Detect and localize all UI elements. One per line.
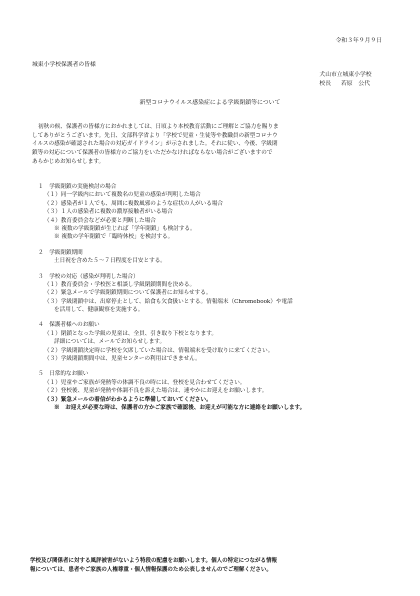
list-item: （１）教育委員会・学校医と相談し学級閉鎖期間を決める。: [44, 281, 196, 288]
list-item: （４）教育委員会などが必要と判断した場合: [44, 217, 156, 224]
list-item: （２）感染者が１人でも、周囲に複数風邪のような症状の人がいる場合: [44, 200, 224, 207]
list-item-emphasis: （３）緊急メールの着信がわかるように準備しておいてください。: [44, 396, 212, 403]
document-title: 新型コロナウイルス感染症による学級閉鎖等について: [139, 100, 281, 106]
list-item: 土日祝を含めた５～７日程度を目安とする。: [54, 258, 166, 265]
section-parent-requests: [32, 321, 392, 363]
notice-line: 報については、患者やご家族の人権尊重・個人情報保護のため公表しませんのでご理解ください。: [30, 566, 272, 573]
sender-school: 犬山市立城東小学校: [319, 72, 372, 78]
section-class-closure-criteria: [32, 183, 392, 242]
section-daily-requests: [32, 370, 392, 412]
list-item: （２）登校後、児童が発熱や体調不良を訴えた場合は、速やかにお迎えをお願いします。: [44, 388, 268, 395]
notice-line: 学校及び関係者に対する風評被害がないよう特段の配慮をお願いします。個人の特定につながる情報: [30, 558, 277, 564]
list-item: （３）学級閉鎖期間中は、児童センターの利用はできません。: [44, 356, 201, 363]
list-item: （１）閉鎖となった学級の児童は、全員、引き取り下校となります。: [44, 330, 217, 337]
section-heading: ２ 学級閉鎖期間: [38, 249, 83, 256]
list-item: （２）緊急メールで学級閉鎖期間について保護者にお知らせする。: [44, 290, 212, 297]
list-item-continuation: 詳細については、メールでお知らせします。: [54, 339, 166, 346]
intro-line: 初秋の候、保護者の皆様方におかれましては、日頃より本校教育活動にご理解とご協力を賜りま してありがとうございます。先日、文部科学省より「学校で児童・生徒等や教職員の新型コロナウ イルスの感染が確認された場合の対応ガイドライン」が示されました。それに従い、今後、学級閉 鎖等の対応について保護者の皆様方のご協力をいただかなければならない場合がございますので あらかじめお知らせします。: [32, 124, 279, 165]
section-heading: ３ 学校の対応（感染が判明した場合）: [38, 273, 139, 280]
recipient-line: 城東小学校保護者の皆様: [32, 62, 96, 68]
list-item: （１）児童やご家族が発熱等の体調不良の時には、登校を見合わせてください。: [44, 379, 246, 386]
section-heading: １ 学級閉鎖の実施検討の場合: [38, 184, 117, 190]
privacy-notice: [30, 557, 390, 574]
sender-block: [319, 71, 380, 89]
sender-title: 校長: [319, 80, 331, 87]
list-item: （１）同一学級内において複数名の児童の感染が判明した場合: [44, 192, 201, 199]
sender-name: 若原 公代: [341, 80, 370, 87]
list-item: （２）学級閉鎖決定時に学校を欠席していた場合は、情報端末を受け取りに来てください。: [44, 347, 274, 354]
section-school-response: [32, 273, 392, 315]
sender-name-line: [319, 80, 380, 89]
intro-paragraph: [32, 123, 388, 166]
document-body: [32, 183, 392, 419]
note-item-emphasis: ※ お迎えが必要な時は、保護者の方かご家族で確認後、お迎えが可能な方に連絡をお願いします。: [54, 404, 306, 411]
document-date: 令和３年９月９日: [335, 38, 382, 44]
note-item: ※ 複数の学年閉鎖で「臨時休校」を検討する。: [54, 234, 174, 241]
section-closure-period: [32, 249, 392, 266]
list-item: （３）１人の感染者に複数の濃厚接触者がいる場合: [44, 209, 173, 216]
section-heading: ５ 日常的なお願い: [38, 371, 89, 378]
note-item: ※ 複数の学級閉鎖が生じれば「学年閉鎖」も検討する。: [54, 225, 196, 232]
list-item-continuation: を活用して、健康観察を実施する。: [54, 307, 144, 314]
list-item: （３）学級閉鎖中は、出席停止として、給食も欠食扱いとする。情報端末（Chromebook）や電話: [44, 298, 293, 305]
section-heading: ４ 保護者様へのお願い: [38, 322, 100, 329]
